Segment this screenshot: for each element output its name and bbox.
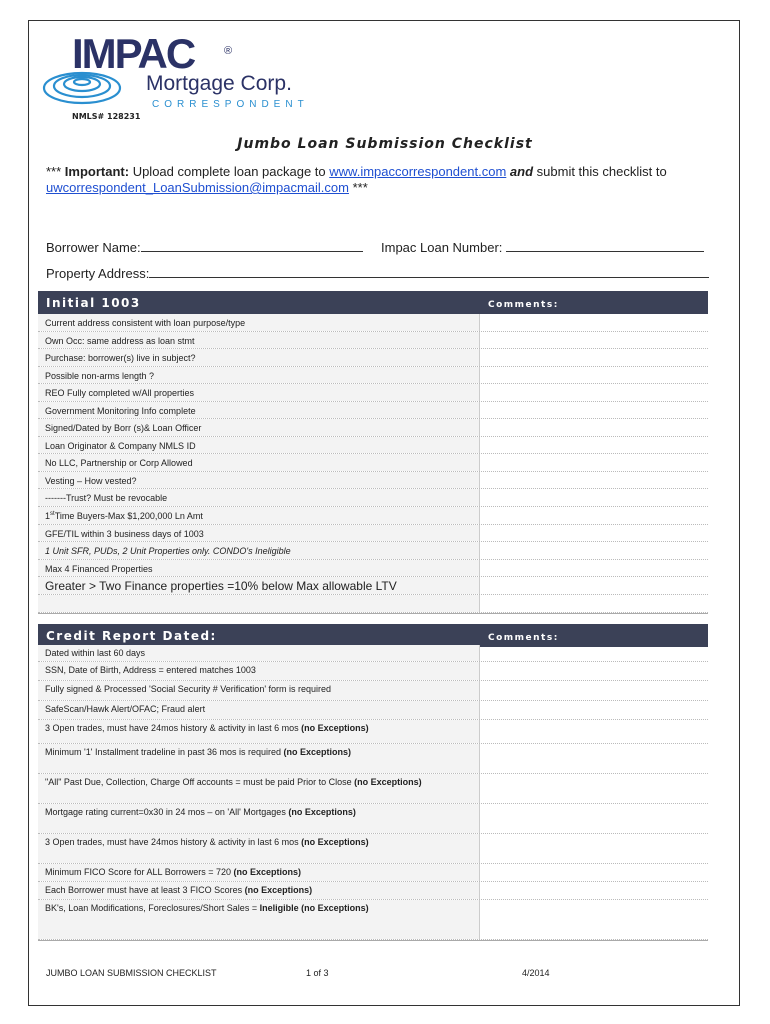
checklist-item-cell — [38, 577, 480, 594]
credit-item-cell — [38, 834, 480, 863]
borrower-name-label: Borrower Name: — [46, 240, 141, 255]
checklist-item-cell — [38, 454, 480, 471]
checklist-item-label: Purchase: borrower(s) live in subject? — [45, 353, 196, 363]
svg-text:IMPAC: IMPAC — [72, 30, 195, 77]
checklist-row — [38, 454, 708, 472]
checklist-row — [38, 472, 708, 490]
credit-checklist-row — [38, 645, 708, 662]
checklist-item-label: Vesting – How vested? — [45, 475, 137, 486]
page-title: Jumbo Loan Submission Checklist — [237, 136, 533, 152]
checklist-row — [38, 525, 708, 543]
checklist-row — [38, 332, 708, 350]
credit-checklist-row — [38, 701, 708, 720]
comment-field[interactable] — [480, 645, 708, 661]
comment-field[interactable] — [480, 437, 708, 454]
svg-text:Mortgage Corp.: Mortgage Corp. — [146, 72, 292, 95]
checklist-row — [38, 419, 708, 437]
notice-prefix: *** — [46, 164, 65, 179]
checklist-item-label: 1stTime Buyers-Max $1,200,000 Ln Amt — [45, 510, 203, 521]
credit-checklist-row — [38, 882, 708, 900]
section1-heading: Initial 1003 — [46, 296, 141, 310]
notice-and: and — [509, 164, 534, 179]
checklist-item-cell — [38, 595, 480, 612]
impac-website-link[interactable]: www.impaccorrespondent.com — [329, 164, 507, 179]
credit-checklist-row — [38, 744, 708, 774]
comment-field[interactable] — [480, 384, 708, 401]
credit-item-cell — [38, 701, 480, 719]
comment-field[interactable] — [480, 349, 708, 366]
credit-checklist-row — [38, 804, 708, 834]
credit-item-cell — [38, 882, 480, 899]
notice-bold: Important: — [64, 164, 130, 179]
svg-text:CORRESPONDENT: CORRESPONDENT — [152, 99, 309, 110]
submission-email-link[interactable]: uwcorrespondent_LoanSubmission@impacmail.com — [46, 180, 349, 195]
credit-checklist-row — [38, 834, 708, 864]
notice-text1: Upload complete loan package to — [129, 164, 330, 179]
checklist-item-label: Signed/Dated by Borr (s)& Loan Officer — [45, 423, 202, 433]
checklist-item-cell — [38, 402, 480, 419]
comment-field[interactable] — [480, 560, 708, 576]
credit-item-cell — [38, 900, 480, 939]
comment-field[interactable] — [480, 681, 708, 700]
checklist-row — [38, 507, 708, 525]
checklist-item-label: Loan Originator & Company NMLS ID — [45, 440, 196, 451]
notice-suffix: *** — [348, 180, 368, 195]
credit-item-label: Minimum '1' Installment tradeline in past 36 mos is required (no Exceptions) — [45, 747, 352, 757]
checklist-row — [38, 437, 708, 455]
comment-field[interactable] — [480, 701, 708, 719]
checklist-row — [38, 402, 708, 420]
checklist-row — [38, 577, 708, 595]
checklist-row — [38, 489, 708, 507]
credit-item-cell — [38, 744, 480, 773]
footer-title: JUMBO LOAN SUBMISSION CHECKLIST — [46, 968, 217, 978]
section1-rows — [38, 314, 708, 614]
credit-item-cell — [38, 645, 480, 661]
credit-item-label: "All" Past Due, Collection, Charge Off accounts = must be paid Prior to Close (no Exceptions) — [45, 777, 422, 787]
comment-field[interactable] — [480, 662, 708, 680]
comment-field[interactable] — [480, 419, 708, 436]
credit-checklist-row — [38, 900, 708, 940]
checklist-row — [38, 595, 708, 613]
comment-field[interactable] — [480, 542, 708, 559]
svg-text:®: ® — [224, 45, 233, 57]
checklist-row — [38, 349, 708, 367]
checklist-item-label: Greater > Two Finance properties =10% below Max allowable LTV — [45, 578, 397, 593]
section-credit-report-header — [38, 624, 708, 647]
credit-item-label: Fully signed & Processed 'Social Security # Verification' form is required — [45, 684, 332, 694]
comment-field[interactable] — [480, 900, 708, 939]
comment-field[interactable] — [480, 595, 708, 612]
credit-item-label: Minimum FICO Score for ALL Borrowers = 720 (no Exceptions) — [45, 867, 301, 877]
credit-checklist-row — [38, 864, 708, 882]
checklist-item-label: Possible non-arms length ? — [45, 370, 155, 381]
credit-item-label: Dated within last 60 days — [45, 648, 146, 658]
checklist-item-label: Current address consistent with loan purpose/type — [45, 318, 246, 328]
comment-field[interactable] — [480, 804, 708, 833]
footer-page-number: 1 of 3 — [306, 968, 329, 978]
footer-date: 4/2014 — [522, 968, 550, 978]
credit-item-label: 3 Open trades, must have 24mos history & activity in last 6 mos (no Exceptions) — [45, 837, 369, 847]
credit-item-label: SSN, Date of Birth, Address = entered matches 1003 — [45, 665, 256, 675]
comment-field[interactable] — [480, 882, 708, 899]
comment-field[interactable] — [480, 472, 708, 489]
checklist-item-cell — [38, 542, 480, 559]
checklist-item-cell — [38, 384, 480, 401]
checklist-item-cell — [38, 560, 480, 576]
comment-field[interactable] — [480, 834, 708, 863]
comment-field[interactable] — [480, 402, 708, 419]
comment-field[interactable] — [480, 525, 708, 542]
section-initial-1003-header — [38, 291, 708, 314]
checklist-item-cell — [38, 507, 480, 524]
checklist-item-label: Government Monitoring Info complete — [45, 405, 196, 416]
checklist-item-cell — [38, 489, 480, 506]
checklist-item-label: No LLC, Partnership or Corp Allowed — [45, 458, 193, 468]
loan-number-field[interactable] — [381, 239, 704, 255]
comment-field[interactable] — [480, 864, 708, 881]
checklist-item-cell — [38, 437, 480, 454]
checklist-row — [38, 384, 708, 402]
notice-text2: submit this checklist to — [533, 164, 667, 179]
credit-item-label: 3 Open trades, must have 24mos history & activity in last 6 mos (no Exceptions) — [45, 723, 369, 733]
section1-comments-label: Comments: — [488, 300, 559, 310]
checklist-item-label: -------Trust? Must be revocable — [45, 493, 168, 503]
section2-comments-label: Comments: — [488, 633, 559, 643]
checklist-item-label: REO Fully completed w/All properties — [45, 388, 195, 398]
checklist-item-cell — [38, 525, 480, 542]
checklist-row — [38, 542, 708, 560]
section2-heading: Credit Report Dated: — [46, 629, 217, 643]
checklist-item-label: 1 Unit SFR, PUDs, 2 Unit Properties only. CONDO's Ineligible — [45, 546, 291, 556]
checklist-item-cell — [38, 314, 480, 331]
comment-field[interactable] — [480, 577, 708, 594]
comment-field[interactable] — [480, 454, 708, 471]
checklist-item-cell — [38, 472, 480, 489]
credit-checklist-row — [38, 774, 708, 804]
comment-field[interactable] — [480, 367, 708, 384]
credit-checklist-row — [38, 681, 708, 701]
checklist-row — [38, 367, 708, 385]
credit-item-cell — [38, 681, 480, 700]
comment-field[interactable] — [480, 507, 708, 524]
impac-logo — [42, 30, 342, 125]
section2-rows — [38, 645, 708, 941]
checklist-row — [38, 314, 708, 332]
credit-item-label: SafeScan/Hawk Alert/OFAC; Fraud alert — [45, 704, 206, 714]
credit-item-cell — [38, 662, 480, 680]
property-address-line[interactable] — [149, 265, 709, 278]
credit-item-cell — [38, 804, 480, 833]
credit-item-cell — [38, 720, 480, 743]
checklist-item-cell — [38, 349, 480, 366]
comment-field[interactable] — [480, 314, 708, 331]
nmls-number: NMLS# 128231 — [72, 112, 141, 121]
credit-item-label: Mortgage rating current=0x30 in 24 mos – on 'All' Mortgages (no Exceptions) — [45, 807, 356, 817]
comment-field[interactable] — [480, 489, 708, 506]
checklist-row — [38, 560, 708, 577]
credit-checklist-row — [38, 720, 708, 744]
checklist-item-cell — [38, 419, 480, 436]
credit-item-label: Each Borrower must have at least 3 FICO Scores (no Exceptions) — [45, 885, 313, 895]
comment-field[interactable] — [480, 332, 708, 349]
loan-number-label: Impac Loan Number: — [381, 240, 503, 255]
comment-field[interactable] — [480, 744, 708, 773]
important-notice — [46, 164, 716, 196]
checklist-item-label: Max 4 Financed Properties — [45, 563, 153, 574]
comment-field[interactable] — [480, 774, 708, 803]
checklist-item-label: Own Occ: same address as loan stmt — [45, 335, 195, 346]
borrower-name-field[interactable] — [46, 239, 363, 255]
checklist-item-cell — [38, 332, 480, 349]
credit-item-label: BK's, Loan Modifications, Foreclosures/Short Sales = Ineligible (no Exceptions) — [45, 903, 369, 913]
property-address-field[interactable] — [46, 265, 709, 281]
credit-item-cell — [38, 774, 480, 803]
checklist-item-label: GFE/TIL within 3 business days of 1003 — [45, 528, 204, 539]
credit-checklist-row — [38, 662, 708, 681]
credit-item-cell — [38, 864, 480, 881]
property-address-label: Property Address: — [46, 266, 150, 281]
borrower-name-line[interactable] — [141, 239, 363, 252]
comment-field[interactable] — [480, 720, 708, 743]
checklist-item-cell — [38, 367, 480, 384]
loan-number-line[interactable] — [506, 239, 704, 252]
